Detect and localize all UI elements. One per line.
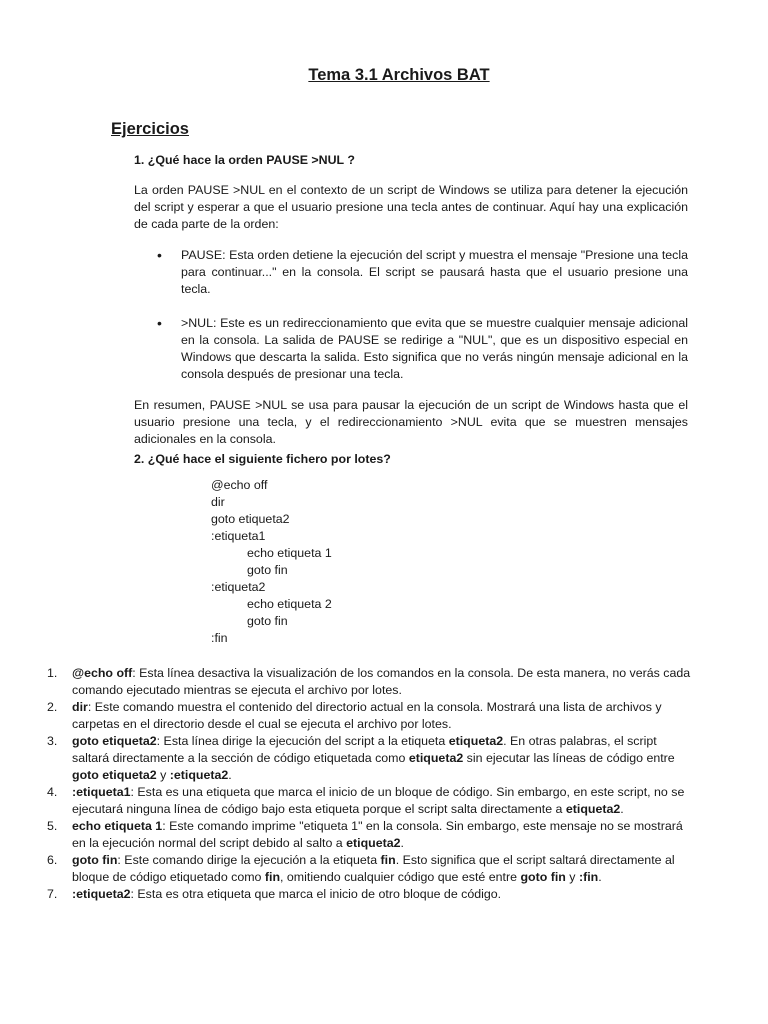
item-number: 7. [47, 887, 58, 901]
item-number: 3. [47, 734, 58, 748]
item-bold-term: etiqueta2 [346, 836, 401, 850]
bullet-text: PAUSE: Esta orden detiene la ejecución del script y muestra el mensaje "Presione una tecla para continuar..." en la consola. El script se pausará hasta que el usuario presione una tecla. [181, 248, 688, 296]
item-number: 2. [47, 700, 58, 714]
bullet-item [134, 247, 688, 298]
code-line: dir [211, 495, 225, 509]
batch-code-block [211, 477, 332, 647]
item-text: : Esta es una etiqueta que marca el inicio de un bloque de código. Sin embargo, en este script, no se ejecutará ninguna línea de código bajo esta etiqueta porque el script salta directamente a [72, 785, 685, 816]
explanation-item [47, 699, 692, 733]
item-text: . [620, 802, 624, 816]
bullet-dot-icon: • [157, 315, 162, 331]
item-text: . [400, 836, 404, 850]
code-line: echo etiqueta 1 [247, 546, 332, 560]
item-text: , omitiendo cualquier código que esté entre [280, 870, 521, 884]
item-text: : Este comando imprime "etiqueta 1" en la consola. Sin embargo, este mensaje no se mostrará en la ejecución normal del script debido al salto a [72, 819, 683, 850]
item-term: :etiqueta2 [72, 887, 131, 901]
item-bold-term: etiqueta2 [408, 751, 464, 765]
item-text: sin ejecutar las líneas de código entre [463, 751, 675, 765]
item-bold-term: etiqueta2 [448, 734, 504, 748]
item-term: goto etiqueta2 [72, 734, 157, 748]
item-number: 5. [47, 819, 58, 833]
item-bold-term: :fin [578, 870, 599, 884]
item-bold-term: fin [264, 870, 281, 884]
explanation-item [47, 886, 692, 903]
question-1-summary: En resumen, PAUSE >NUL se usa para pausar la ejecución de un script de Windows hasta que el usuario presione una tecla, y el redireccionamiento >NUL evita que se muestren mensajes adicionales en la consola. [134, 398, 688, 446]
question-1-intro: La orden PAUSE >NUL en el contexto de un script de Windows se utiliza para detener la ejecución del script y esperar a que el usuario presione una tecla antes de continuar. Aquí hay una explicación de cada parte de la orden: [134, 183, 688, 231]
item-term: echo etiqueta 1 [72, 819, 163, 833]
code-line: goto fin [247, 614, 288, 628]
explanation-item [47, 852, 692, 886]
item-text: : Esta es otra etiqueta que marca el inicio de otro bloque de código. [130, 887, 502, 901]
explanation-item [47, 818, 692, 852]
item-number: 1. [47, 666, 58, 680]
explanation-item [47, 784, 692, 818]
document-title: Tema 3.1 Archivos BAT [308, 66, 490, 84]
item-bold-term: goto etiqueta2 [72, 768, 157, 782]
bullet-dot-icon: • [157, 247, 162, 263]
item-text: . [598, 870, 602, 884]
item-bold-term: goto fin [520, 870, 566, 884]
code-line: goto etiqueta2 [211, 512, 290, 526]
bullet-item [134, 315, 688, 383]
explanation-item [47, 665, 692, 699]
item-bold-term: etiqueta2 [565, 802, 621, 816]
code-line: :etiqueta2 [211, 580, 266, 594]
question-1: 1. ¿Qué hace la orden PAUSE >NUL ? [134, 153, 355, 167]
bullet-text: >NUL: Este es un redireccionamiento que evita que se muestre cualquier mensaje adicional en la consola. La salida de PAUSE se redirige a "NUL", que es un dispositivo especial en Windows que descarta la salida. Esto significa que no verás ningún mensaje adicional en la consola después de presionar una tecla. [181, 316, 688, 381]
section-heading: Ejercicios [111, 120, 189, 138]
explanation-item [47, 733, 692, 784]
code-line: :etiqueta1 [211, 529, 266, 543]
item-number: 6. [47, 853, 58, 867]
item-bold-term: fin [380, 853, 396, 867]
item-text: : Esta línea dirige la ejecución del script a la etiqueta [156, 734, 449, 748]
item-text: : Esta línea desactiva la visualización de los comandos en la consola. De esta manera, no verás cada comando ejecutado mientras se ejecuta el archivo por lotes. [72, 666, 691, 697]
item-term: goto fin [72, 853, 118, 867]
item-bold-term: :etiqueta2 [169, 768, 229, 782]
code-line: :fin [211, 631, 228, 645]
item-text: y [156, 768, 170, 782]
item-text: : Este comando dirige la ejecución a la etiqueta [117, 853, 381, 867]
code-line: goto fin [247, 563, 288, 577]
code-line: @echo off [211, 478, 268, 492]
item-term: @echo off [72, 666, 133, 680]
item-text: y [565, 870, 579, 884]
item-text: . En otras palabras, el script saltará directamente a la sección de código etiquetada como [72, 734, 657, 765]
item-term: :etiqueta1 [72, 785, 131, 799]
item-text: : Este comando muestra el contenido del directorio actual en la consola. Mostrará una lista de archivos y carpetas en el directorio desde el cual se ejecuta el archivo por lotes. [72, 700, 662, 731]
item-text: . [228, 768, 232, 782]
item-text: . Esto significa que el script saltará directamente al bloque de código etiquetado como [72, 853, 675, 884]
code-line: echo etiqueta 2 [247, 597, 332, 611]
item-number: 4. [47, 785, 58, 799]
question-2: 2. ¿Qué hace el siguiente fichero por lotes? [134, 452, 391, 466]
question-1-bullet-list [134, 247, 688, 383]
explanation-list [47, 665, 692, 903]
item-term: dir [72, 700, 88, 714]
